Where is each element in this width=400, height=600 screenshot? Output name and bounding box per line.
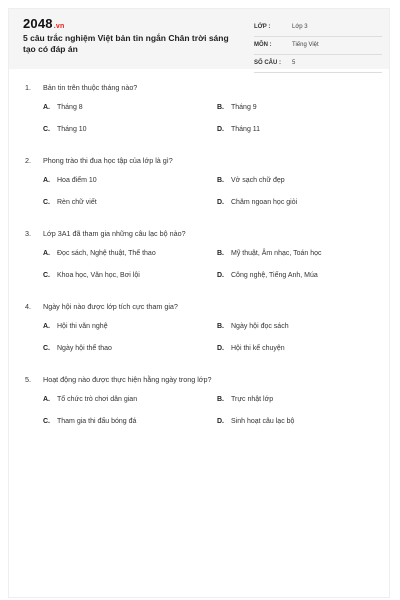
question-text [25,302,178,311]
answer-option[interactable] [43,250,156,257]
question-number: 5. [25,375,31,384]
answer-option[interactable] [43,272,140,279]
question-prompt: Ngày hội nào được lớp tích cực tham gia? [43,302,178,311]
answer-option[interactable] [217,104,257,111]
option-letter: D. [217,345,224,352]
option-text: Tháng 10 [57,126,87,133]
meta-row-subject [254,37,382,55]
answer-option[interactable] [217,396,273,403]
question-item [25,302,385,375]
option-text: Rèn chữ viết [57,199,97,206]
option-text: Chăm ngoan học giỏi [231,199,298,206]
option-text: Công nghệ, Tiếng Anh, Múa [231,272,318,279]
option-letter: C. [43,126,50,133]
answer-option[interactable] [43,126,87,133]
question-prompt: Phong trào thi đua học tập của lớp là gì? [43,156,173,165]
question-prompt: Hoạt động nào được thực hiện hằng ngày trong lớp? [43,375,212,384]
logo-suffix: .vn [53,23,65,30]
option-letter: C. [43,345,50,352]
question-number: 2. [25,156,31,165]
option-letter: D. [217,126,224,133]
answer-option[interactable] [217,199,297,206]
answer-option[interactable] [217,272,318,279]
option-letter: C. [43,418,50,425]
meta-value: Tiếng Việt [292,42,319,48]
question-text [25,83,137,92]
option-text: Tham gia thi đấu bóng đá [57,418,137,425]
question-number: 4. [25,302,31,311]
option-text: Ngày hội đọc sách [231,323,289,330]
option-letter: B. [217,177,224,184]
option-text: Đọc sách, Nghệ thuật, Thể thao [57,250,156,257]
worksheet-header [9,9,389,69]
answer-option[interactable] [217,177,285,184]
answer-option[interactable] [217,126,260,133]
option-letter: A. [43,104,50,111]
worksheet-meta [254,19,382,73]
question-item [25,156,385,229]
question-number: 1. [25,83,31,92]
meta-label: SỐ CÂU : [254,60,281,66]
option-text: Vở sạch chữ đẹp [231,177,285,184]
worksheet-page [8,8,390,598]
answer-option[interactable] [43,418,136,425]
option-text: Tháng 9 [231,104,257,111]
question-number: 3. [25,229,31,238]
option-letter: A. [43,250,50,257]
worksheet-title: 5 câu trắc nghiệm Việt bản tin ngắn Chân trời sáng tạo có đáp án [23,33,229,54]
meta-row-class [254,19,382,37]
answer-option[interactable] [217,345,285,352]
option-letter: D. [217,199,224,206]
option-text: Mỹ thuật, Âm nhạc, Toán học [231,250,322,257]
meta-value: Lớp 3 [292,24,308,30]
option-letter: B. [217,323,224,330]
option-text: Hoa điểm 10 [57,177,97,184]
option-text: Tháng 8 [57,104,83,111]
option-text: Hội thi văn nghệ [57,323,108,330]
option-letter: D. [217,418,224,425]
question-text [25,156,173,165]
question-prompt: Bản tin trên thuộc tháng nào? [43,83,138,92]
question-prompt: Lớp 3A1 đã tham gia những câu lạc bộ nào? [43,229,186,238]
question-text [25,229,186,238]
option-text: Ngày hội thể thao [57,345,112,352]
site-logo[interactable] [23,16,64,31]
option-text: Sinh hoạt câu lạc bộ [231,418,295,425]
answer-option[interactable] [217,250,322,257]
answer-option[interactable] [43,345,112,352]
option-letter: A. [43,323,50,330]
meta-label: MÔN : [254,42,272,48]
meta-value: 5 [292,60,296,66]
option-letter: C. [43,272,50,279]
answer-option[interactable] [43,177,97,184]
option-letter: C. [43,199,50,206]
question-item [25,229,385,302]
meta-label: LỚP : [254,24,271,30]
meta-row-count [254,55,382,73]
answer-option[interactable] [217,418,294,425]
option-text: Tổ chức trò chơi dân gian [57,396,138,403]
answer-option[interactable] [43,323,108,330]
option-letter: B. [217,396,224,403]
answer-option[interactable] [217,323,289,330]
option-text: Khoa học, Văn học, Bơi lội [57,272,140,279]
option-letter: B. [217,250,224,257]
option-letter: A. [43,396,50,403]
answer-option[interactable] [43,104,83,111]
option-text: Hội thi kể chuyện [231,345,285,352]
option-letter: D. [217,272,224,279]
answer-option[interactable] [43,199,97,206]
option-letter: A. [43,177,50,184]
logo-text: 2048 [23,16,53,31]
answer-option[interactable] [43,396,137,403]
option-letter: B. [217,104,224,111]
question-item [25,375,385,448]
question-item [25,83,385,156]
option-text: Tháng 11 [231,126,261,133]
question-list [25,83,385,448]
option-text: Trực nhật lớp [231,396,274,403]
question-text [25,375,212,384]
